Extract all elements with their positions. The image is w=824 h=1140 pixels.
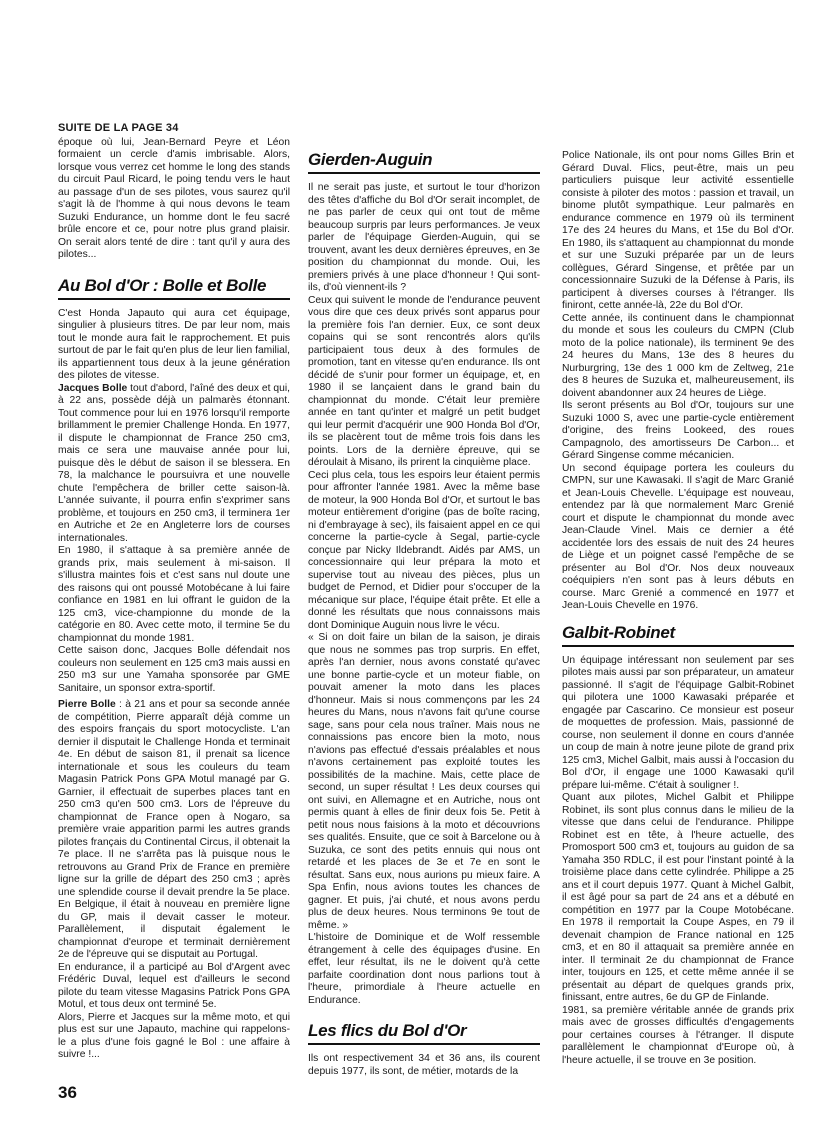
paragraph: Police Nationale, ils ont pour noms Gilles Brin et Gérard Duval. Flics, peut-être, mais un peu particuliers puisque leur activité essentielle consiste à piloter des motos : passion et travail, un binome plutôt sympathique. Leur palmarès en endurance commence en 1979 où ils terminent 17e des 24 heures du Mans, et 15e du Bol d'Or. En 1980, ils s'attaquent au championnat du monde et sur une Suzuki préparée par un de leurs collègues, Gérard Singense, et prêtée par un concessionnaire Suzuki de la Défense à Paris, ils participent à diverses courses à l'étranger. Ils finiront, cette année-là, 22e du Bol d'Or.	[562, 150, 794, 311]
column-2	[308, 150, 540, 1078]
page-number: 36	[58, 1083, 77, 1102]
lead-name: Pierre Bolle	[58, 699, 116, 710]
section-heading-bolle: Au Bol d'Or : Bolle et Bolle	[58, 276, 290, 300]
continuation-label: SUITE DE LA PAGE 34	[58, 122, 179, 134]
section-heading-flics: Les flics du Bol d'Or	[308, 1021, 540, 1045]
paragraph: Il ne serait pas juste, et surtout le tour d'horizon des têtes d'affiche du Bol d'Or serait incomplet, de ne pas parler de ceux qui ont tout de même beaucoup surpris par leurs performances. Je veux parler de l'équipage Gierden-Auguin, qui se trouvent, avant les deux dernières épreuves, en 3e position du championnat du monde. Oui, les premiers privés à une place d'honneur ! Qui sont-ils, d'où viennent-ils ?	[308, 182, 540, 293]
paragraph: 1981, sa première véritable année de grands prix mais avec de grosses difficultés d'engagements pour certaines courses à l'étranger. Il dispute parallèlement le championnat d'Europe où, à l'heure actuelle, il se trouve en 3e position.	[562, 1004, 794, 1066]
paragraph: En endurance, il a participé au Bol d'Argent avec Frédéric Duval, lequel est d'ailleurs le second pilote du team vitesse Magasins Patrick Pons GPA Motul, et tous deux ont terminé 5e.	[58, 961, 290, 1010]
paragraph: C'est Honda Japauto qui aura cet équipage, singulier à plusieurs titres. De par leur nom, mais tout le monde aura fait le rapprochement. Et puis surtout de par le fait qu'en plus de leur lien familial, ils appartiennent tous deux à la jeune génération des pilotes de vitesse.	[58, 307, 290, 381]
paragraph: Un équipage intéressant non seulement par ses pilotes mais aussi par son préparateur, un amateur passionné. Il s'agit de l'équipage Galbit-Robinet qui pilotera une 1000 Kawasaki préparée et engagée par Cascarino. Ce monsieur est poseur de moquettes de profession. Mais, passionné de course, non seulement il donne en cours d'année un coup de main à notre jeune pilote de grand prix 125 cm3, Michel Galbit, mais aussi à l'occasion du Bol d'Or, il engage une 1000 Kawasaki qu'il prépare lui-même. C'était à souligner !.	[562, 654, 794, 791]
paragraph: L'histoire de Dominique et de Wolf ressemble étrangement à celle des équipages d'usine. En effet, leur résultat, ils ne le doivent qu'à cette parfaite coordination dont nous parlions tout à l'heure, primordiale à l'heure actuelle en Endurance.	[308, 932, 540, 1006]
paragraph: Ils ont respectivement 34 et 36 ans, ils courent depuis 1977, ils sont, de métier, motards de la	[308, 1053, 540, 1077]
paragraph	[58, 699, 290, 962]
paragraph: En 1980, il s'attaque à sa première année de grands prix, mais seulement à mi-saison. Il s'illustra maintes fois et c'est sans nul doute une des raisons qui ont poussé Motobécane à lui faire confiance en 1981 en lui offrant le guidon de la 125 cm3, vice-championne du monde de la catégorie en 80. Avec cette moto, il termine 5e du championnat du monde 1981.	[58, 545, 290, 644]
paragraph: Ceci plus cela, tous les espoirs leur étaient permis pour affronter l'année 1981. Avec la même base de moteur, la 900 Honda Bol d'Or, et surtout le bas moteur entièrement d'origine (pas de boîte racing, ni d'embrayage à sec), ils faisaient appel en ce qui concerne la partie-cycle à Segal, partie-cycle conçue par Nicky Ildebrandt. Aidés par AMS, un concessionnaire qui leur prépara la moto et supervise tout au niveau des pièces, plus un budget de Pernod, et Didier pour s'occuper de la mécanique sur place, l'équipe était prête. Et elle a donné les résultats que nous connaissons mais dont Dominique Auguin nous livre le vécu.	[308, 469, 540, 631]
paragraph: Ceux qui suivent le monde de l'endurance peuvent vous dire que ces deux privés sont apparus pour la première fois l'an dernier. Eux, ce sont deux copains qui se sont rencontrés alors qu'ils participaient tous deux à des formules de promotion, tant en vitesse qu'en endurance. Ils ont décidé de s'unir pour former un équipage, et, en 1980 il se lançaient dans le grand bain du championnat du monde. C'était leur première année en tant qu'inter et malgré un petit budget qui leur permit d'acquérir une 900 Honda Bol d'Or, ils se placèrent tout de même trois fois dans les points. Lors de la dernière épreuve, qui se déroulait à Misano, ils prirent la cinquième place.	[308, 294, 540, 468]
paragraph: Alors, Pierre et Jacques sur la même moto, et qui plus est sur une Japauto, machine qui rappelons-le a plus d'une fois gagné le Bol : une affaire à suivre !...	[58, 1011, 290, 1060]
paragraph-text: tout d'abord, l'aîné des deux et qui, à 22 ans, possède déjà un palmarès étonnant. Tout commence pour lui en 1976 lorsqu'il remporte brillamment le premier Challenge Honda. En 1977, il dispute le championnat de France 250 cm3, mais ce sera une mauvaise année pour lui, puisque dès le début de saison il se blessera. En 78, la malchance le poursuivra et une nouvelle chute l'empêchera de briller cette saison-là. L'année suivante, il pourra enfin s'exprimer sans problème, et toujours en 250 cm3, il terminera 1er en Autriche et 2e en Angleterre lors de courses internationales.	[58, 382, 290, 544]
lead-name: Jacques Bolle	[58, 382, 128, 394]
paragraph: Cette année, ils continuent dans le championnat du monde et sous les couleurs du CMPN (Club moto de la police nationale), ils terminent 9e des 24 heures du Mans, 13e des 8 heures du Nurburgring, 13e des 1 000 km de Zeltweg, 21e des 8 heures de Suzuka et, malheureusement, ils doivent abandonner aux 24 heures de Liège.	[562, 312, 794, 399]
paragraph: Quant aux pilotes, Michel Galbit et Philippe Robinet, ils sont plus connus dans le milieu de la vitesse que dans celui de l'endurance. Philippe Robinet est en tête, à l'heure actuelle, des Promosport 500 cm3 et, toujours au guidon de sa Yamaha 350 RDLC, il est pour l'instant pointé à la troisième place dans cette cylindrée. Philippe a 25 ans et il court depuis 1977. Quant à Michel Galbit, il est âgé pour sa part de 24 ans et a débuté en compétition en 1977 par la Coupe Motobécane. En 1978 il remportait la Coupe Aspes, en 79 il devenait champion de France national en 125 cm3, et en 80 il attaquait sa première année en inter. Il terminait 2e du championnat de France inter, toujours en 125, et cette même année il se présentait au départ de quelques grands prix, finissant, entre autres, 6e du GP de Finlande.	[562, 792, 794, 1003]
paragraph: « Si on doit faire un bilan de la saison, je dirais que nous ne sommes pas trop surpris. En effet, après l'an dernier, nous avons constaté qu'avec une bonne partie-cycle et un moteur fiable, on pouvait amener la moto dans les places d'honneur. Mais si nous commençons par les 24 heures du Mans, nous n'avons fait qu'une course sage, sans pour cela nous traîner. Mais nous ne connaissions pas encore bien la moto, nous n'avions pas effectué d'essais préalables et nous n'avons certainement pas exploité toutes les possibilités de la machine. Mais, cette place de second, un super résultat ! Les deux courses qui ont suivi, en Allemagne et en Autriche, nous ont permis quant à elles de finir deux fois 5e. Petit à petit nous nous faisions à la moto et découvrions ses qualités. Ensuite, que ce soit à Barcelone ou à Suzuka, ce sont des petits ennuis qui nous ont retardé et les places de 3e et 7e en sont le résultat. Sans eux, nous aurions pu mieux faire. A Spa Enfin, nous avions toutes les chances de gagner. Et puis, j'ai chuté, et nous avons perdu plus de deux heures. Nous terminons 9e tout de même. »	[308, 632, 540, 931]
column-3	[562, 150, 794, 1067]
section-heading-gierden-auguin: Gierden-Auguin	[308, 150, 540, 174]
intro-paragraph: époque où lui, Jean-Bernard Peyre et Léon formaient un cercle d'amis imbrisable. Alors, lorsque vous verrez cet homme le long des stands du circuit Paul Ricard, le poing tendu vers le haut au passage d'un de ses pilotes, vous saurez qu'il s'agit là de l'homme à qui nous devons le team Suzuki Endurance, un homme dont le feu sacré brûle encore et ce, pour notre plus grand plaisir. On serait alors tenté de dire : tant qu'il y aura des pilotes...	[58, 136, 290, 260]
paragraph: Un second équipage portera les couleurs du CMPN, sur une Kawasaki. Il s'agit de Marc Granié et Jean-Louis Chevelle. L'équipage est nouveau, entendez par là que normalement Marc Grenié court et dispute le championnat du monde avec Jean-Claude Vinel. Mais ce dernier a été accidentée lors des essais de nuit des 24 heures de Liège et un poignet cassé l'empêche de se présenter au Bol d'Or. Nos deux nouveaux coéquipiers n'en sont pas à leurs débuts en course. Marc Grenié a commencé en 1977 et Jean-Louis Chevelle en 1976.	[562, 462, 794, 611]
column-1	[58, 122, 290, 1062]
paragraph: Cette saison donc, Jacques Bolle défendait nos couleurs non seulement en 125 cm3 mais aussi en 250 m3 sur une Yamaha sponsorée par GME Sanitaire, un sponsor extra-sportif.	[58, 645, 290, 694]
paragraph	[58, 383, 290, 546]
paragraph-text: : à 21 ans et pour sa seconde année de compétition, Pierre apparaît déjà comme un des espoirs français du sport motocycliste. L'an dernier il disputait le Challenge Honda et terminait 4e. En début de saison 81, il prenait sa licence internationale et sous les couleurs du team Magasin Patrick Pons GPA Motul managé par G. Garnier, il effectuait de superbes places tant en 250 cm3 qu'en 500 cm3. Lors de l'épreuve du championnat de France open à Nogaro, sa première vraie apparition parmi les autres grands pilotes français du Continental Circus, il obtenait la 7e place. Il ne s'arrêta pas là puisque nous le retrouvons au Grand Prix de France en première ligne sur la grille de départ des 250 cm3 ; après une splendide course il devait prendre la 5e place. En Belgique, il était à nouveau en première ligne du GP, mais il devait casser le moteur. Parallèlement, il disputait également le championnat d'europe et terminait dernièrement 2e de l'épreuve qui se disputait au Portugal.	[58, 699, 291, 960]
paragraph: Ils seront présents au Bol d'Or, toujours sur une Suzuki 1000 S, avec une partie-cycle entièrement d'origine, des freins Lookeed, des roues Campagnolo, des amortisseurs De Carbon... et Gérard Singense comme mécanicien.	[562, 400, 794, 461]
section-heading-galbit-robinet: Galbit-Robinet	[562, 623, 794, 647]
